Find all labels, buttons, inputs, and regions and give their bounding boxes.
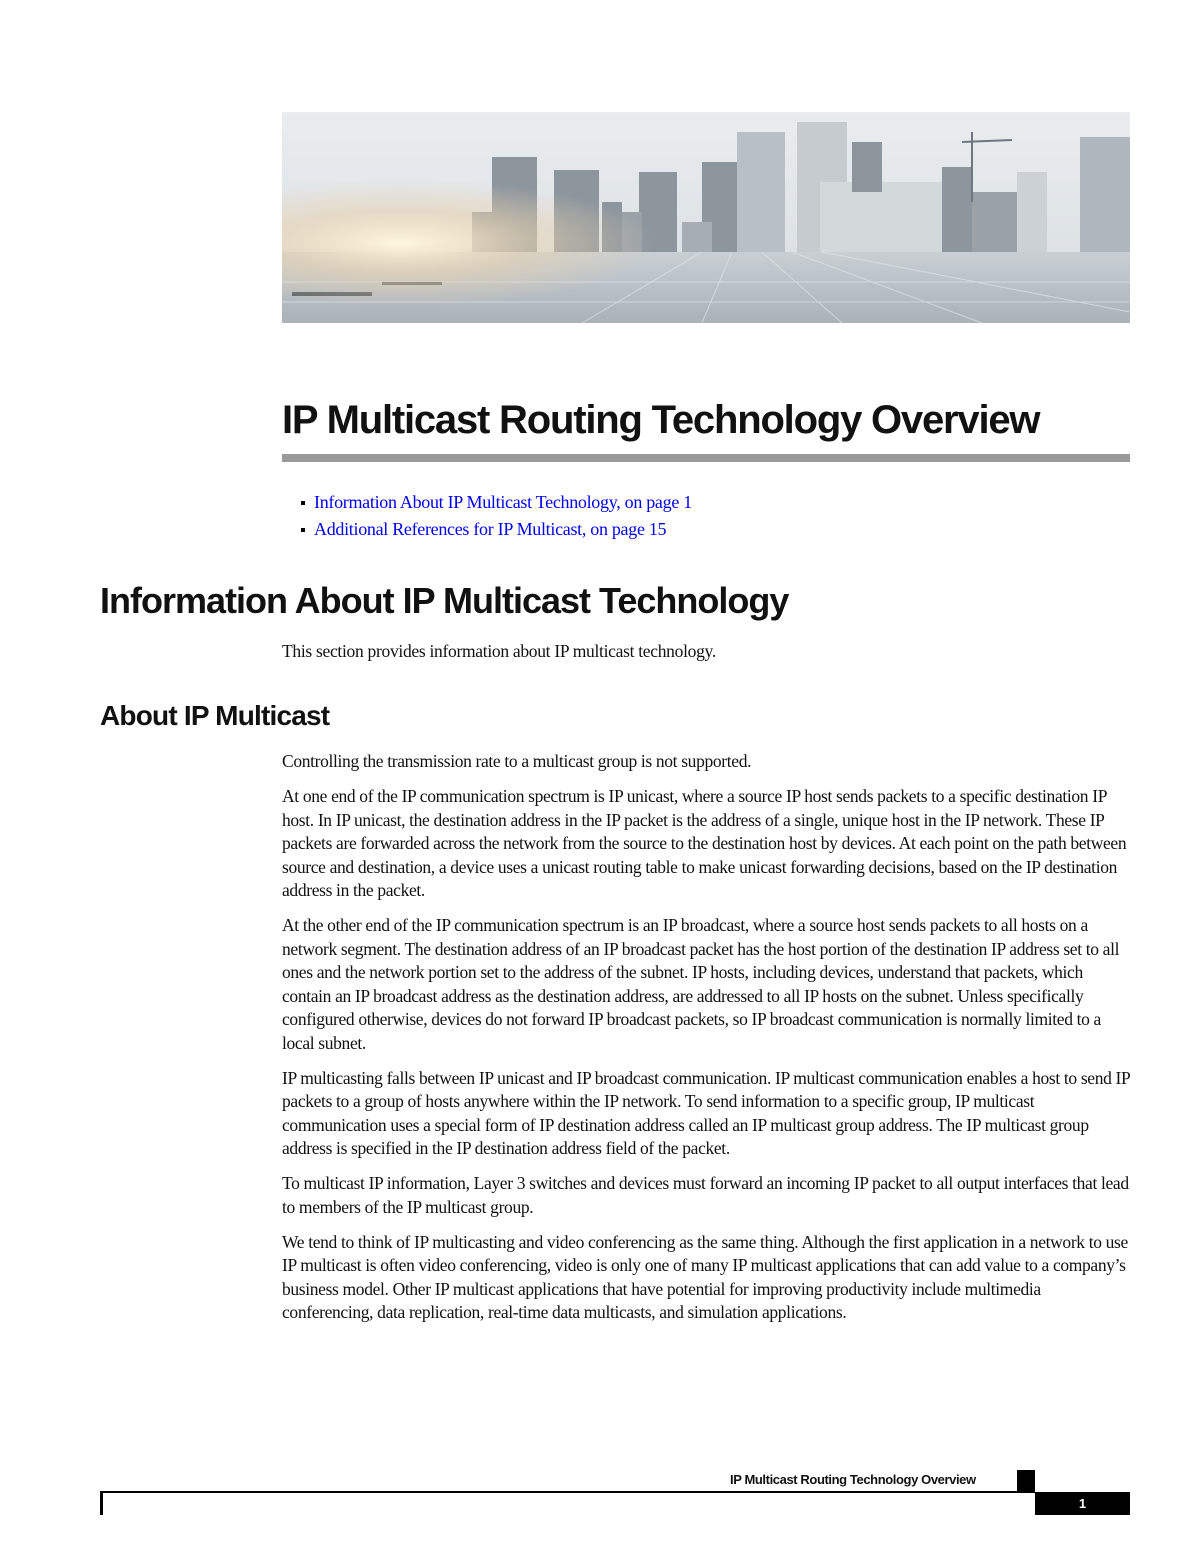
toc-item xyxy=(308,519,692,546)
page-number: 1 xyxy=(1035,1492,1130,1515)
paragraph: At the other end of the IP communication spectrum is an IP broadcast, where a source host sends packets to all hosts on a network segment. The destination address of an IP broadcast packet has the host portion of the destination IP address set to all ones and the network portion set to the address of the subnet. IP hosts, including devices, understand that packets, which contain an IP broadcast address as the destination address, are addressed to all IP hosts on the subnet. Unless specifically configured otherwise, devices do not forward IP broadcast packets, so IP broadcast communication is normally limited to a local subnet. xyxy=(282,915,1120,1053)
chapter-title: IP Multicast Routing Technology Overview xyxy=(282,398,1040,442)
footer-rule xyxy=(100,1491,1035,1493)
paragraph: To multicast IP information, Layer 3 switches and devices must forward an incoming IP packet to all output interfaces that lead to members of the IP multicast group. xyxy=(282,1173,1129,1217)
footer-title: IP Multicast Routing Technology Overview xyxy=(730,1472,976,1487)
subsection-body xyxy=(282,750,1132,1336)
paragraph: IP multicasting falls between IP unicast and IP broadcast communication. IP multicast communication enables a host to send IP packets to a group of hosts anywhere within the IP network. To send information to a specific group, IP multicast communication uses a special form of IP destination address called an IP multicast group address. The IP multicast group address is specified in the IP destination address field of the packet. xyxy=(282,1067,1130,1158)
section-intro: This section provides information about IP multicast technology. xyxy=(282,641,716,661)
title-rule xyxy=(282,454,1130,462)
chapter-toc xyxy=(308,492,692,546)
subsection-heading: About IP Multicast xyxy=(100,700,330,731)
footer-marker xyxy=(1017,1470,1035,1492)
section-heading: Information About IP Multicast Technology xyxy=(100,580,789,621)
paragraph: We tend to think of IP multicasting and video conferencing as the same thing. Although the first application in a network to use IP multicast is often video conferencing, video is only one of many IP multicast applications that can add value to a company’s business model. Other IP multicast applications that have potential for improving productivity include multimedia conferencing, data replication, real-time data multicasts, and simulation applications. xyxy=(282,1231,1128,1322)
toc-link-information-about[interactable]: Information About IP Multicast Technology, on page 1 xyxy=(314,492,692,512)
header-city-image xyxy=(282,112,1130,323)
paragraph: Controlling the transmission rate to a multicast group is not supported. xyxy=(282,751,752,771)
toc-link-additional-references[interactable]: Additional References for IP Multicast, on page 15 xyxy=(314,519,667,539)
footer-left-tick xyxy=(100,1493,103,1515)
paragraph: At one end of the IP communication spectrum is IP unicast, where a source IP host sends packets to a specific destination IP host. In IP unicast, the destination address in the IP packet is the address of a single, unique host in the IP network. These IP packets are forwarded across the network from the source to the destination host by devices. At each point on the path between source and destination, a device uses a unicast routing table to make unicast forwarding decisions, based on the IP destination address in the packet. xyxy=(282,786,1127,900)
toc-item xyxy=(308,492,692,519)
